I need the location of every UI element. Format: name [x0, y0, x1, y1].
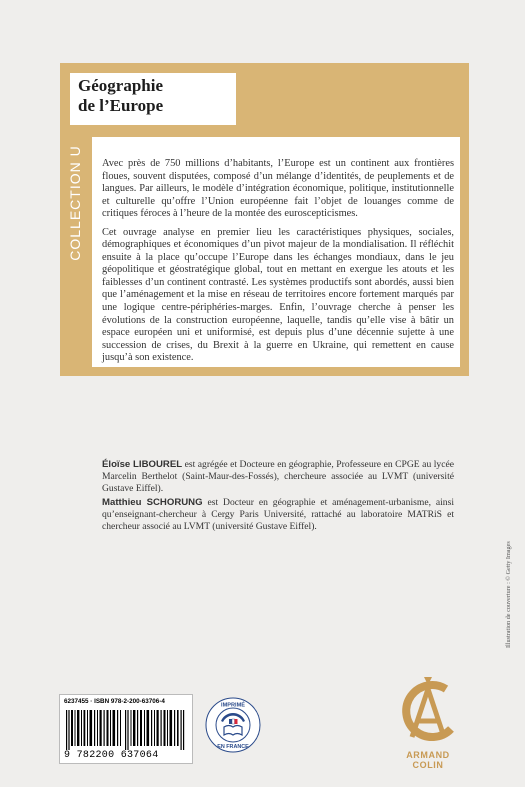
- author-bio-1: [102, 459, 454, 494]
- author-text-1: est agrégée et Docteure en géographie, Professeure en CPGE au lycée Marcelin Berthelot (Saint-Maur-des-Fossés), chercheure associée au LVMT (université Gustave Eiffel).: [102, 459, 454, 494]
- isbn-barcode: [59, 694, 193, 764]
- isbn-text: 6237455 · ISBN 978-2-200-63706-4: [64, 698, 165, 705]
- author-bio-2: [102, 497, 454, 532]
- image-credit: Illustration de couverture : © Getty Images: [505, 541, 512, 648]
- abstract-paragraph-2: Cet ouvrage analyse en premier lieu les caractéristiques physiques, sociales, démographiques et économiques d’un pivot majeur de la mondialisation. Il réfléchit ensuite à la place qu’occupe l’Europe dans les échanges mondiaux, dans le jeu géopolitique et géostratégique global, tout en mettant en exergue les atouts et les faiblesses d’un continent contrasté. Les systèmes productifs sont abordés, aussi bien que l’aménagement et la mise en réseau de territoires encore fortement marqués par une logique centre-périphéries-marges. Enfin, l’ouvrage cherche à penser les évolutions de la construction européenne, laquelle, tandis qu’elle vise à bâtir un espace européen uni et uniformisé, est depuis plus d’une décennie sujette à une succession de crises, du Brexit à la guerre en Ukraine, qui remettent en cause jusqu’à son existence.: [102, 226, 454, 364]
- book-title: [78, 76, 163, 116]
- barcode-number: 9 782200 637064: [64, 750, 159, 761]
- imprime-top-text: IMPRIMÉ: [221, 702, 245, 709]
- title-line-2: de l’Europe: [78, 96, 164, 115]
- imprime-bottom-text: EN FRANCE: [217, 744, 249, 750]
- barcode-icon: [66, 710, 188, 750]
- author-text-2: est Docteur en géographie et aménagement-urbanisme, ainsi qu’enseignant-chercheur à Cergy Paris Université, rattaché au laboratoire MATRiS et chercheur associé au LVMT (université Gustave Eiffel).: [102, 497, 454, 532]
- title-line-1: Géographie: [78, 76, 163, 95]
- author-name-1: Éloïse LIBOUREL: [102, 459, 183, 470]
- author-bios: [102, 459, 454, 536]
- publisher-name: ARMAND COLIN: [406, 750, 450, 770]
- collection-label: COLLECTION U: [67, 145, 83, 261]
- imprime-en-france-badge: [205, 697, 261, 753]
- abstract: [102, 158, 454, 371]
- author-name-2: Matthieu SCHORUNG: [102, 497, 203, 509]
- abstract-paragraph-1: Avec près de 750 millions d’habitants, l’Europe est un continent aux frontières floues, souvent disputées, composé d’un mélange d’identités, de peuplements et de langues. Par ailleurs, le modèle d’intégration économique, politique, institutionnelle et culturelle qu’offre l’Union européenne fait l’objet de louanges comme de critiques féroces à l’heure de la montée des euroscepticismes.: [102, 158, 454, 220]
